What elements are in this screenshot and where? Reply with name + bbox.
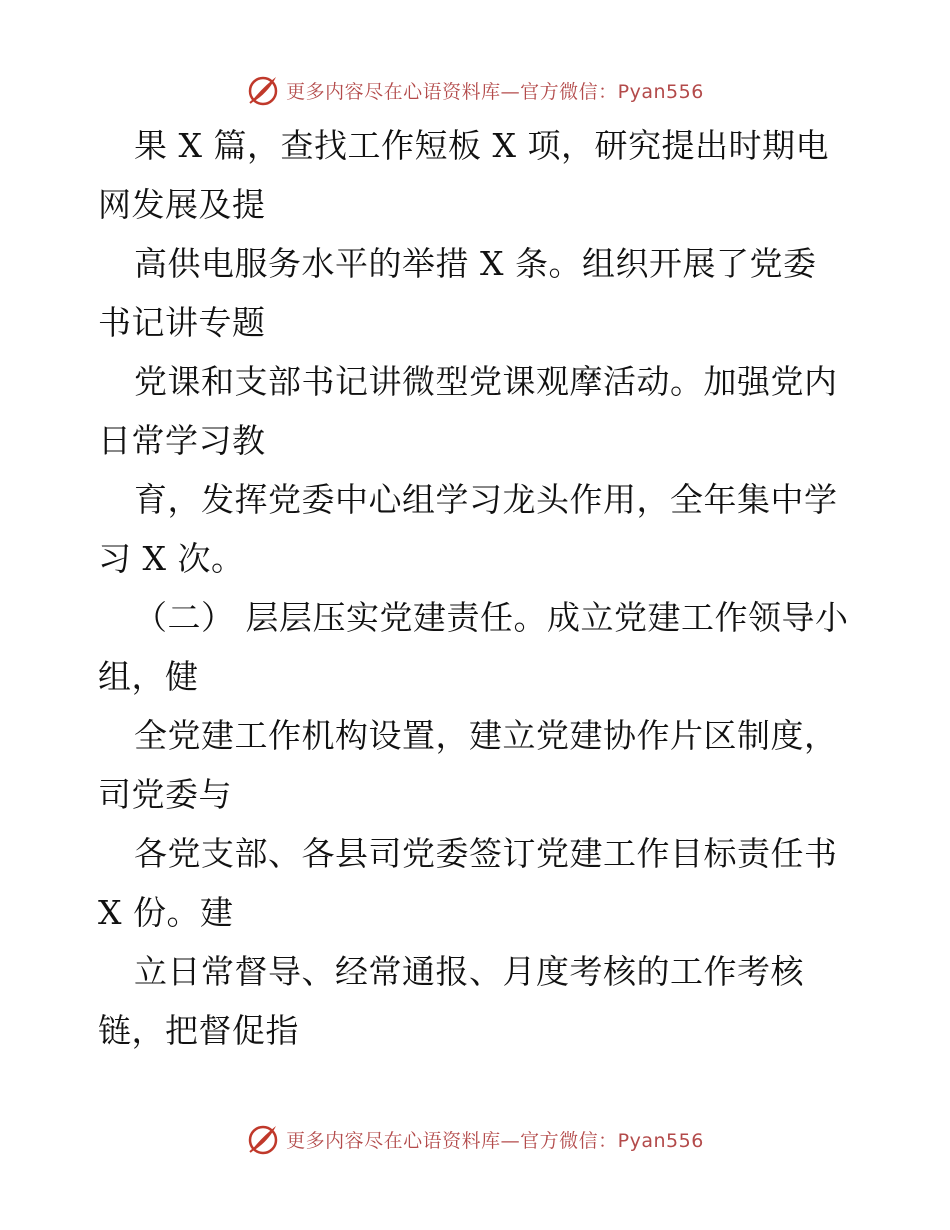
text-line: 组，健 (98, 657, 199, 696)
footer-banner (0, 1119, 950, 1159)
banner-text-cn: 更多内容尽在心语资料库—官方微信： (286, 1129, 618, 1152)
quill-pen-logo-icon (246, 1122, 280, 1156)
text-line: 书记讲专题 (98, 303, 266, 342)
text-line: 立日常督导、经常通报、月度考核的工作考核 (134, 952, 804, 991)
text-line: 果 X 篇，查找工作短板 X 项，研究提出时期电 (134, 126, 829, 165)
text-line: 网发展及提 (98, 185, 266, 224)
banner-wechat-id: Pyan556 (617, 1129, 704, 1152)
text-line: 链，把督促指 (98, 1011, 299, 1050)
text-line: 育，发挥党委中心组学习龙头作用，全年集中学 (134, 480, 838, 519)
text-line: 党课和支部书记讲微型党课观摩活动。加强党内 (134, 362, 838, 401)
banner-text-cn: 更多内容尽在心语资料库—官方微信： (286, 80, 618, 103)
text-line: X 份。建 (98, 893, 234, 932)
text-line: 司党委与 (98, 775, 232, 814)
footer-banner-text (286, 1126, 704, 1153)
header-banner (0, 70, 950, 110)
document-body (98, 116, 858, 1060)
quill-pen-logo-icon (246, 73, 280, 107)
text-line: 习 X 次。 (98, 539, 245, 578)
text-line: （二） 层层压实党建责任。成立党建工作领导小 (134, 598, 849, 637)
header-banner-text (286, 77, 704, 104)
banner-wechat-id: Pyan556 (617, 80, 704, 103)
text-line: 全党建工作机构设置，建立党建协作片区制度， (134, 716, 838, 755)
text-line: 高供电服务水平的举措 X 条。组织开展了党委 (134, 244, 817, 283)
text-line: 日常学习教 (98, 421, 266, 460)
text-line: 各党支部、各县司党委签订党建工作目标责任书 (134, 834, 838, 873)
